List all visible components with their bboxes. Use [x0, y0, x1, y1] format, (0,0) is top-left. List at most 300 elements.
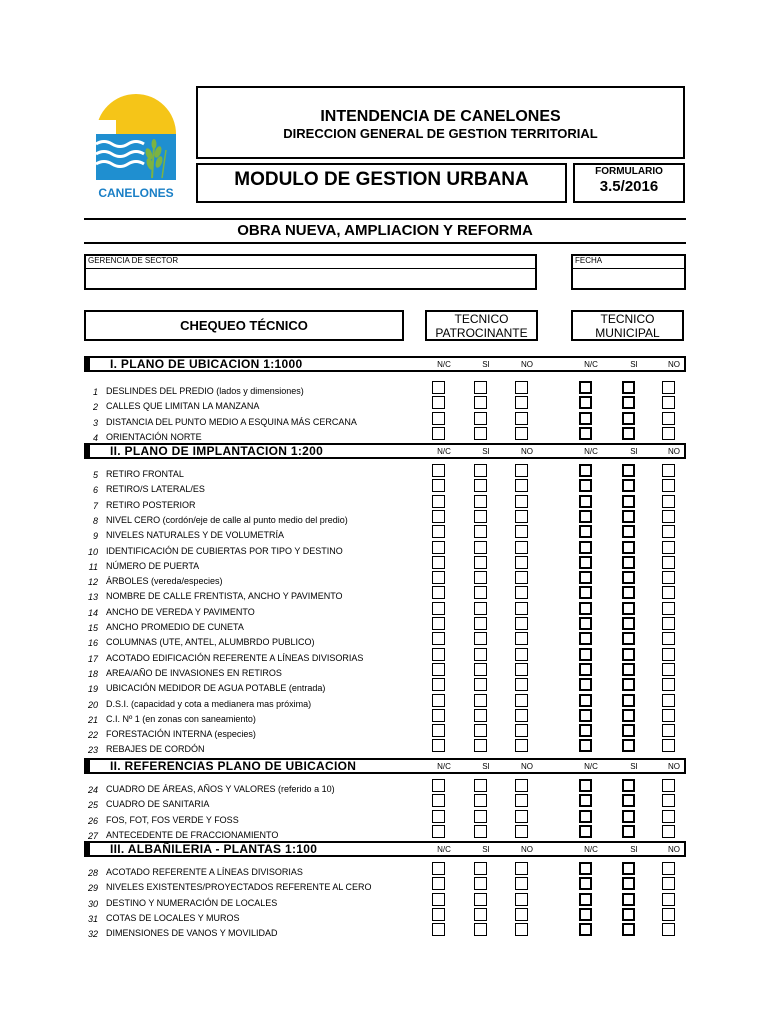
checkbox-no[interactable] — [515, 724, 528, 737]
checkbox-no[interactable] — [662, 694, 675, 707]
divider — [84, 218, 686, 220]
item-label: ACOTADO EDIFICACIÓN REFERENTE A LÍNEAS DIVISORIAS — [106, 652, 364, 663]
checkbox-no[interactable] — [515, 893, 528, 906]
checkbox-no[interactable] — [662, 586, 675, 599]
checkbox-nc[interactable] — [432, 571, 445, 584]
item-label: IDENTIFICACIÓN DE CUBIERTAS POR TIPO Y DESTINO — [106, 545, 343, 556]
item-label: CALLES QUE LIMITAN LA MANZANA — [106, 401, 260, 412]
checkbox-no[interactable] — [515, 396, 528, 409]
checkbox-si[interactable] — [622, 694, 635, 707]
checkbox-si[interactable] — [474, 586, 487, 599]
item-number: 27 — [87, 830, 98, 841]
checkbox-no[interactable] — [662, 794, 675, 807]
column-header: SI — [630, 762, 638, 771]
checkbox-nc[interactable] — [579, 556, 592, 569]
fecha-field[interactable] — [571, 254, 686, 290]
checkbox-nc[interactable] — [432, 877, 445, 890]
item-label: CUADRO DE SANITARIA — [106, 799, 210, 810]
checkbox-si[interactable] — [622, 525, 635, 538]
checkbox-si[interactable] — [474, 412, 487, 425]
field-divider — [573, 268, 684, 269]
section-title: II. PLANO DE IMPLANTACION 1:200 — [110, 444, 324, 458]
item-number: 19 — [87, 684, 98, 695]
checkbox-no[interactable] — [515, 810, 528, 823]
checkbox-nc[interactable] — [579, 923, 592, 936]
column-header: N/C — [437, 845, 451, 854]
checkbox-nc[interactable] — [579, 495, 592, 508]
checkbox-no[interactable] — [662, 709, 675, 722]
form-number: 3.5/2016 — [599, 178, 659, 195]
checkbox-si[interactable] — [622, 825, 635, 838]
item-number: 7 — [92, 500, 98, 511]
col-a-line1: TECNICO — [454, 312, 509, 326]
checkbox-no[interactable] — [515, 617, 528, 630]
checkbox-no[interactable] — [662, 908, 675, 921]
checkbox-no[interactable] — [662, 724, 675, 737]
item-label: COTAS DE LOCALES Y MUROS — [106, 912, 240, 923]
checkbox-si[interactable] — [474, 556, 487, 569]
item-label: COLUMNAS (UTE, ANTEL, ALUMBRDO PUBLICO) — [106, 637, 315, 648]
checkbox-no[interactable] — [515, 862, 528, 875]
checkbox-no[interactable] — [515, 541, 528, 554]
checkbox-nc[interactable] — [579, 617, 592, 630]
checkbox-nc[interactable] — [432, 862, 445, 875]
checkbox-no[interactable] — [662, 617, 675, 630]
checkbox-nc[interactable] — [432, 724, 445, 737]
checkbox-no[interactable] — [515, 602, 528, 615]
checkbox-no[interactable] — [662, 479, 675, 492]
item-label: C.I. Nº 1 (en zonas con saneamiento) — [106, 713, 256, 724]
checkbox-no[interactable] — [662, 381, 675, 394]
checkbox-nc[interactable] — [432, 632, 445, 645]
checkbox-si[interactable] — [474, 495, 487, 508]
checkbox-no[interactable] — [662, 571, 675, 584]
item-label: UBICACIÓN MEDIDOR DE AGUA POTABLE (entrada) — [106, 683, 326, 694]
checkbox-si[interactable] — [474, 381, 487, 394]
checkbox-nc[interactable] — [432, 893, 445, 906]
checkbox-si[interactable] — [474, 396, 487, 409]
checkbox-si[interactable] — [474, 923, 487, 936]
item-number: 28 — [87, 868, 98, 878]
column-header: NO — [521, 845, 533, 854]
checkbox-si[interactable] — [474, 709, 487, 722]
checkbox-no[interactable] — [515, 825, 528, 838]
item-number: 17 — [87, 653, 98, 664]
checkbox-no[interactable] — [515, 648, 528, 661]
checkbox-si[interactable] — [622, 586, 635, 599]
checkbox-no[interactable] — [662, 541, 675, 554]
checkbox-no[interactable] — [515, 571, 528, 584]
checkbox-nc[interactable] — [432, 825, 445, 838]
checkbox-no[interactable] — [662, 877, 675, 890]
checkbox-nc[interactable] — [432, 396, 445, 409]
item-number: 4 — [92, 432, 98, 443]
checkbox-nc[interactable] — [432, 739, 445, 752]
checkbox-no[interactable] — [515, 586, 528, 599]
checkbox-si[interactable] — [474, 825, 487, 838]
checkbox-nc[interactable] — [432, 541, 445, 554]
col-b-line2: MUNICIPAL — [595, 326, 660, 340]
gerencia-label: GERENCIA DE SECTOR — [88, 256, 179, 265]
checkbox-nc[interactable] — [579, 663, 592, 676]
checkbox-nc[interactable] — [432, 381, 445, 394]
checkbox-nc[interactable] — [579, 862, 592, 875]
item-number: 23 — [87, 745, 98, 756]
checkbox-si[interactable] — [474, 724, 487, 737]
checkbox-si[interactable] — [474, 893, 487, 906]
checkbox-no[interactable] — [515, 510, 528, 523]
item-label: DESLINDES DEL PREDIO (lados y dimensiones) — [106, 386, 304, 396]
item-number: 29 — [87, 883, 98, 894]
column-header: SI — [482, 762, 490, 771]
checkbox-no[interactable] — [662, 739, 675, 752]
checkbox-si[interactable] — [622, 381, 635, 394]
gerencia-field[interactable] — [84, 254, 537, 290]
item-number: 30 — [87, 898, 98, 909]
item-number: 12 — [87, 577, 98, 588]
checkbox-nc[interactable] — [579, 724, 592, 737]
checkbox-nc[interactable] — [432, 556, 445, 569]
module-title: MODULO DE GESTION URBANA — [234, 169, 529, 190]
item-number: 11 — [88, 561, 98, 572]
section-title: II. REFERENCIAS PLANO DE UBICACION — [110, 759, 357, 773]
checkbox-nc[interactable] — [432, 663, 445, 676]
item-number: 6 — [92, 485, 98, 496]
checkbox-si[interactable] — [622, 794, 635, 807]
column-header: NO — [668, 762, 680, 771]
item-label: DISTANCIA DEL PUNTO MEDIO A ESQUINA MÁS CERCANA — [106, 416, 357, 427]
item-number: 22 — [87, 730, 98, 741]
section-title: I. PLANO DE UBICACION 1:1000 — [110, 357, 303, 371]
checkbox-no[interactable] — [515, 381, 528, 394]
checkbox-si[interactable] — [622, 541, 635, 554]
checkbox-si[interactable] — [622, 663, 635, 676]
checkbox-nc[interactable] — [579, 893, 592, 906]
checkbox-no[interactable] — [515, 908, 528, 921]
checkbox-no[interactable] — [662, 923, 675, 936]
item-number: 5 — [92, 470, 98, 480]
checkbox-no[interactable] — [515, 794, 528, 807]
item-number: 13 — [87, 592, 98, 603]
checkbox-nc[interactable] — [432, 779, 445, 792]
checkbox-si[interactable] — [474, 810, 487, 823]
item-label: REBAJES DE CORDÓN — [106, 744, 205, 755]
column-header: SI — [482, 447, 490, 456]
checkbox-nc[interactable] — [579, 794, 592, 807]
checkbox-si[interactable] — [622, 893, 635, 906]
checkbox-si[interactable] — [622, 739, 635, 752]
item-number: 25 — [87, 800, 98, 811]
logo-text: CANELONES — [98, 186, 174, 200]
checkbox-nc[interactable] — [579, 427, 592, 440]
checkbox-nc[interactable] — [432, 648, 445, 661]
checkbox-no[interactable] — [515, 632, 528, 645]
item-label: RETIRO/S LATERAL/ES — [106, 484, 205, 495]
checkbox-nc[interactable] — [579, 908, 592, 921]
checkbox-no[interactable] — [515, 877, 528, 890]
checkbox-si[interactable] — [622, 617, 635, 630]
checkbox-no[interactable] — [662, 663, 675, 676]
checkbox-nc[interactable] — [579, 510, 592, 523]
checkbox-si[interactable] — [622, 396, 635, 409]
col-b-line1: TECNICO — [600, 312, 655, 326]
column-header: N/C — [584, 360, 598, 369]
checkbox-nc[interactable] — [579, 602, 592, 615]
checkbox-no[interactable] — [515, 427, 528, 440]
column-header: SI — [630, 360, 638, 369]
checkbox-nc[interactable] — [579, 877, 592, 890]
checkbox-nc[interactable] — [432, 810, 445, 823]
column-header: N/C — [437, 762, 451, 771]
checkbox-si[interactable] — [622, 923, 635, 936]
checkbox-si[interactable] — [474, 427, 487, 440]
column-header: SI — [482, 360, 490, 369]
checkbox-nc[interactable] — [579, 586, 592, 599]
item-label: FOS, FOT, FOS VERDE Y FOSS — [106, 814, 239, 825]
checkbox-nc[interactable] — [432, 602, 445, 615]
checkbox-si[interactable] — [474, 739, 487, 752]
checkbox-no[interactable] — [662, 632, 675, 645]
item-number: 18 — [87, 668, 98, 679]
checkbox-nc[interactable] — [579, 464, 592, 477]
checkbox-si[interactable] — [474, 648, 487, 661]
checkbox-nc[interactable] — [579, 571, 592, 584]
item-label: ÁRBOLES (vereda/especies) — [106, 576, 223, 587]
checkbox-nc[interactable] — [579, 810, 592, 823]
checkbox-nc[interactable] — [432, 427, 445, 440]
checkbox-no[interactable] — [662, 825, 675, 838]
item-label: ANTECEDENTE DE FRACCIONAMIENTO — [106, 829, 279, 840]
checkbox-si[interactable] — [622, 709, 635, 722]
checkbox-si[interactable] — [474, 571, 487, 584]
divider — [84, 242, 686, 244]
checkbox-si[interactable] — [622, 479, 635, 492]
checkbox-si[interactable] — [474, 794, 487, 807]
checkbox-nc[interactable] — [432, 412, 445, 425]
checkbox-nc[interactable] — [432, 794, 445, 807]
tecnico-patrocinante-header — [425, 310, 538, 341]
item-number: 24 — [87, 785, 98, 795]
checkbox-nc[interactable] — [579, 678, 592, 691]
page-title: INTENDENCIA DE CANELONES — [320, 108, 561, 125]
checkbox-nc[interactable] — [579, 381, 592, 394]
checkbox-si[interactable] — [622, 877, 635, 890]
checkbox-si[interactable] — [622, 510, 635, 523]
checkbox-nc[interactable] — [432, 464, 445, 477]
checkbox-si[interactable] — [622, 724, 635, 737]
checkbox-si[interactable] — [622, 862, 635, 875]
checkbox-nc[interactable] — [432, 617, 445, 630]
checkbox-si[interactable] — [474, 877, 487, 890]
chequeo-box — [84, 310, 404, 341]
col-a-line2: PATROCINANTE — [435, 326, 528, 340]
checkbox-nc[interactable] — [432, 694, 445, 707]
checkbox-no[interactable] — [515, 709, 528, 722]
checkbox-no[interactable] — [662, 412, 675, 425]
checkbox-si[interactable] — [474, 663, 487, 676]
checkbox-si[interactable] — [622, 427, 635, 440]
checkbox-nc[interactable] — [579, 709, 592, 722]
checkbox-nc[interactable] — [579, 541, 592, 554]
checkbox-no[interactable] — [515, 556, 528, 569]
checkbox-nc[interactable] — [579, 412, 592, 425]
item-label: RETIRO FRONTAL — [106, 469, 184, 479]
checkbox-si[interactable] — [474, 632, 487, 645]
item-number: 8 — [92, 515, 98, 526]
item-label: ORIENTACIÓN NORTE — [106, 431, 202, 442]
checkbox-si[interactable] — [474, 779, 487, 792]
checkbox-no[interactable] — [515, 694, 528, 707]
checkbox-no[interactable] — [662, 862, 675, 875]
form-box — [573, 163, 685, 203]
header-box — [196, 86, 685, 159]
checkbox-si[interactable] — [622, 648, 635, 661]
checkbox-si[interactable] — [622, 602, 635, 615]
checkbox-no[interactable] — [662, 427, 675, 440]
checkbox-nc[interactable] — [579, 825, 592, 838]
checkbox-nc[interactable] — [432, 908, 445, 921]
checkbox-si[interactable] — [474, 908, 487, 921]
checkbox-si[interactable] — [622, 412, 635, 425]
item-label: NIVELES EXISTENTES/PROYECTADOS REFERENTE AL CERO — [106, 882, 372, 893]
checkbox-nc[interactable] — [579, 396, 592, 409]
checkbox-nc[interactable] — [579, 779, 592, 792]
checkbox-si[interactable] — [622, 495, 635, 508]
item-number: 15 — [87, 623, 98, 633]
checkbox-si[interactable] — [474, 510, 487, 523]
checkbox-no[interactable] — [662, 602, 675, 615]
checkbox-si[interactable] — [474, 602, 487, 615]
checkbox-no[interactable] — [515, 739, 528, 752]
item-number: 16 — [87, 638, 98, 649]
checkbox-no[interactable] — [662, 648, 675, 661]
checkbox-si[interactable] — [622, 571, 635, 584]
checkbox-nc[interactable] — [579, 648, 592, 661]
checkbox-no[interactable] — [515, 525, 528, 538]
item-label: ANCHO DE VEREDA Y PAVIMENTO — [106, 606, 255, 617]
page-subtitle: DIRECCION GENERAL DE GESTION TERRITORIAL — [283, 126, 598, 141]
checkbox-nc[interactable] — [432, 923, 445, 936]
item-number: 1 — [92, 387, 98, 397]
item-label: DIMENSIONES DE VANOS Y MOVILIDAD — [106, 928, 278, 939]
checkbox-si[interactable] — [474, 694, 487, 707]
checkbox-nc[interactable] — [579, 525, 592, 538]
checkbox-no[interactable] — [662, 779, 675, 792]
checkbox-nc[interactable] — [432, 678, 445, 691]
checkbox-nc[interactable] — [432, 495, 445, 508]
column-header: NO — [668, 845, 680, 854]
item-label: AREA/AÑO DE INVASIONES EN RETIROS — [106, 667, 282, 678]
checkbox-no[interactable] — [662, 525, 675, 538]
checkbox-no[interactable] — [515, 923, 528, 936]
checkbox-no[interactable] — [662, 556, 675, 569]
checkbox-no[interactable] — [662, 510, 675, 523]
checkbox-si[interactable] — [622, 908, 635, 921]
column-header: NO — [521, 360, 533, 369]
item-number: 20 — [87, 699, 98, 710]
checkbox-nc[interactable] — [432, 709, 445, 722]
checkbox-nc[interactable] — [579, 694, 592, 707]
item-number: 2 — [92, 402, 98, 413]
checkbox-si[interactable] — [622, 810, 635, 823]
checkbox-no[interactable] — [515, 678, 528, 691]
column-header: SI — [630, 447, 638, 456]
checkbox-no[interactable] — [515, 495, 528, 508]
checkbox-si[interactable] — [622, 779, 635, 792]
checkbox-no[interactable] — [662, 396, 675, 409]
item-number: 14 — [87, 607, 98, 618]
checkbox-nc[interactable] — [432, 510, 445, 523]
checkbox-nc[interactable] — [579, 479, 592, 492]
column-header: N/C — [437, 360, 451, 369]
checkbox-no[interactable] — [515, 663, 528, 676]
checkbox-nc[interactable] — [432, 479, 445, 492]
checkbox-no[interactable] — [662, 810, 675, 823]
checkbox-si[interactable] — [622, 678, 635, 691]
checkbox-nc[interactable] — [579, 739, 592, 752]
checkbox-si[interactable] — [474, 862, 487, 875]
form-label: FORMULARIO — [595, 166, 663, 177]
checkbox-nc[interactable] — [432, 525, 445, 538]
column-header: NO — [668, 360, 680, 369]
column-header: N/C — [437, 447, 451, 456]
item-number: 31 — [87, 913, 98, 924]
checkbox-no[interactable] — [515, 479, 528, 492]
form-title: OBRA NUEVA, AMPLIACION Y REFORMA — [237, 222, 533, 239]
item-number: 10 — [87, 546, 98, 557]
chequeo-title: CHEQUEO TÉCNICO — [180, 318, 308, 333]
field-divider — [86, 268, 535, 269]
item-label: CUADRO DE ÁREAS, AÑOS Y VALORES (referido a 10) — [106, 784, 335, 794]
checkbox-no[interactable] — [662, 464, 675, 477]
checkbox-no[interactable] — [662, 495, 675, 508]
item-number: 21 — [87, 714, 98, 725]
checkbox-si[interactable] — [474, 678, 487, 691]
checkbox-no[interactable] — [662, 893, 675, 906]
item-number: 9 — [92, 531, 98, 542]
item-label: FORESTACIÓN INTERNA (especies) — [106, 729, 256, 740]
checkbox-si[interactable] — [474, 541, 487, 554]
checkbox-si[interactable] — [622, 556, 635, 569]
checkbox-no[interactable] — [515, 412, 528, 425]
item-label: DESTINO Y NUMERACIÓN DE LOCALES — [106, 897, 278, 908]
checkbox-no[interactable] — [662, 678, 675, 691]
checkbox-si[interactable] — [622, 464, 635, 477]
item-label: NIVEL CERO (cordón/eje de calle al punto medio del predio) — [106, 514, 348, 525]
item-label: RETIRO POSTERIOR — [106, 499, 196, 510]
section-title: III. ALBAÑILERIA - PLANTAS 1:100 — [110, 842, 318, 856]
item-label: NÚMERO DE PUERTA — [106, 560, 200, 571]
checkbox-si[interactable] — [474, 617, 487, 630]
canelones-logo — [92, 90, 180, 202]
column-header: NO — [521, 762, 533, 771]
item-number: 32 — [87, 929, 98, 940]
column-header: SI — [482, 845, 490, 854]
item-label: ACOTADO REFERENTE A LÍNEAS DIVISORIAS — [106, 867, 303, 877]
tecnico-municipal-header — [571, 310, 684, 341]
item-label: ANCHO PROMEDIO DE CUNETA — [106, 622, 244, 632]
column-header: SI — [630, 845, 638, 854]
checkbox-si[interactable] — [474, 479, 487, 492]
checkbox-si[interactable] — [474, 464, 487, 477]
checkbox-si[interactable] — [622, 632, 635, 645]
checkbox-nc[interactable] — [432, 586, 445, 599]
checkbox-si[interactable] — [474, 525, 487, 538]
checkbox-no[interactable] — [515, 464, 528, 477]
checkbox-no[interactable] — [515, 779, 528, 792]
checkbox-nc[interactable] — [579, 632, 592, 645]
column-header: N/C — [584, 447, 598, 456]
